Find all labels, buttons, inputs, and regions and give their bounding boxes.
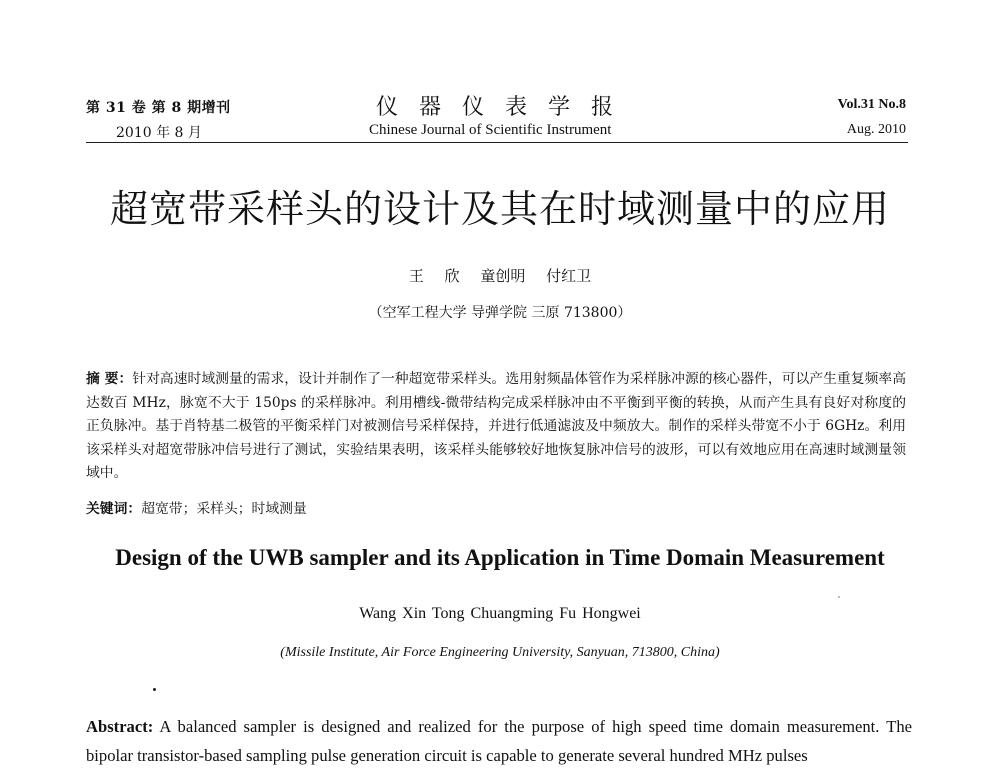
affiliation-en: (Missile Institute, Air Force Engineering University, Sanyuan, 713800, China) (280, 645, 720, 660)
paper-title-cn: 超宽带采样头的设计及其在时域测量中的应用 (109, 187, 890, 231)
journal-title-cn: 仪器仪表学报 (376, 95, 635, 120)
keywords-cn (86, 497, 906, 517)
abstract-en (86, 712, 912, 770)
abstract-cn-label: 摘 要： (86, 371, 133, 387)
abstract-cn (86, 368, 906, 486)
authors-en: Wang Xin Tong Chuangming Fu Hongwei (359, 605, 641, 622)
journal-title-en: Chinese Journal of Scientific Instrument (369, 122, 612, 138)
scan-speck (838, 596, 840, 598)
abstract-cn-text: 针对高速时域测量的需求，设计并制作了一种超宽带采样头。选用射频晶体管作为采样脉冲源的核心器件，可以产生重复频率高达数百 MHz，脉宽不大于 150ps 的采样脉冲。利用槽线-微带结构完成采样脉冲由不平衡到平衡的转换，从而产生具有良好对称度的正负脉冲。基于肖特基二极管的平衡采样门对被测信号采样保持，并进行低通滤波及中频放大。制作的采样头带宽不小于 6GHz。利用该采样头对超宽带脉冲信号进行了测试，实验结果表明，该采样头能够较好地恢复脉冲信号的波形，可以有效地应用在高速时域测量领域中。 (86, 371, 906, 481)
scan-dot (153, 688, 156, 691)
abstract-en-label: Abstract: (86, 717, 154, 736)
authors-cn: 王 欣 童创明 付红卫 (408, 267, 592, 285)
volume-number-en: Vol.31 No.8 (837, 97, 906, 112)
issue-date-en: Aug. 2010 (846, 122, 906, 137)
keywords-cn-text: 超宽带；采样头；时域测量 (141, 501, 307, 517)
header-rule (86, 142, 908, 143)
abstract-en-text: A balanced sampler is designed and realized for the purpose of high speed time domain measurement. The bipolar transistor-based sampling pulse generation circuit is capable to generate several hundred MHz pulses (86, 717, 912, 765)
issue-date: 2010 年 8 月 (116, 125, 202, 141)
affiliation-cn: （空军工程大学 导弹学院 三原 713800） (368, 305, 632, 321)
volume-issue: 第 31 卷 第 8 期增刊 (86, 100, 231, 116)
paper-title-en: Design of the UWB sampler and its Application in Time Domain Measurement (115, 545, 885, 570)
keywords-cn-label: 关键词： (86, 501, 142, 517)
